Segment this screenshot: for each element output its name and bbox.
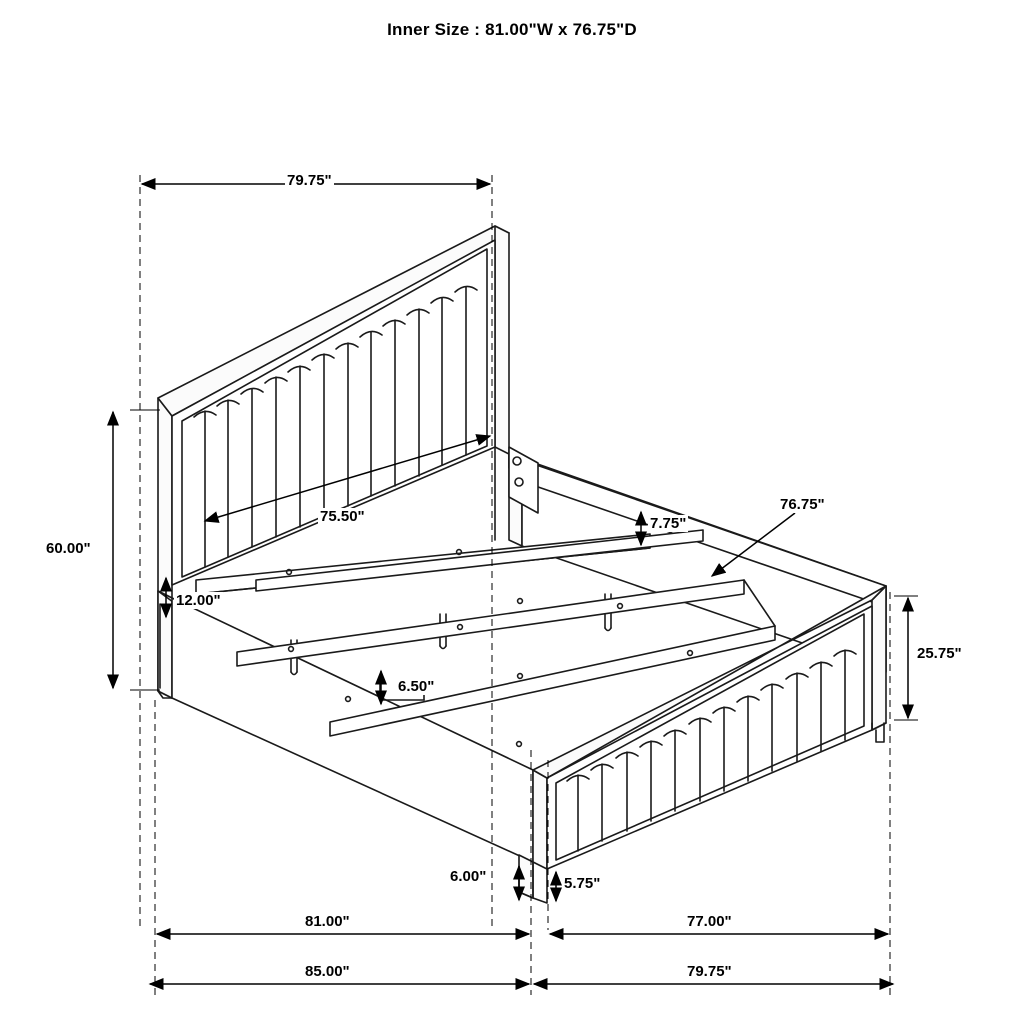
dim-overall-height: 60.00"	[46, 540, 91, 557]
dim-footboard-leg: 5.75"	[564, 875, 601, 892]
dim-base-depth-right: 77.00"	[687, 913, 732, 930]
dim-base-width-left: 81.00"	[305, 913, 350, 930]
dim-footboard-height: 25.75"	[917, 645, 962, 662]
dim-overall-width-left: 85.00"	[305, 963, 350, 980]
dim-inner-depth: 76.75"	[780, 496, 825, 513]
page-title: Inner Size : 81.00"W x 76.75"D	[387, 20, 637, 39]
dim-overall-depth-right: 79.75"	[687, 963, 732, 980]
dim-leg-height: 6.00"	[450, 868, 487, 885]
dim-rail-top-to-floor: 12.00"	[176, 592, 221, 609]
dim-slat-offset: 7.75"	[650, 515, 687, 532]
dim-headboard-width: 79.75"	[287, 172, 332, 189]
dim-inner-rail-length: 75.50"	[320, 508, 365, 525]
dim-slat-thickness: 6.50"	[398, 678, 435, 695]
